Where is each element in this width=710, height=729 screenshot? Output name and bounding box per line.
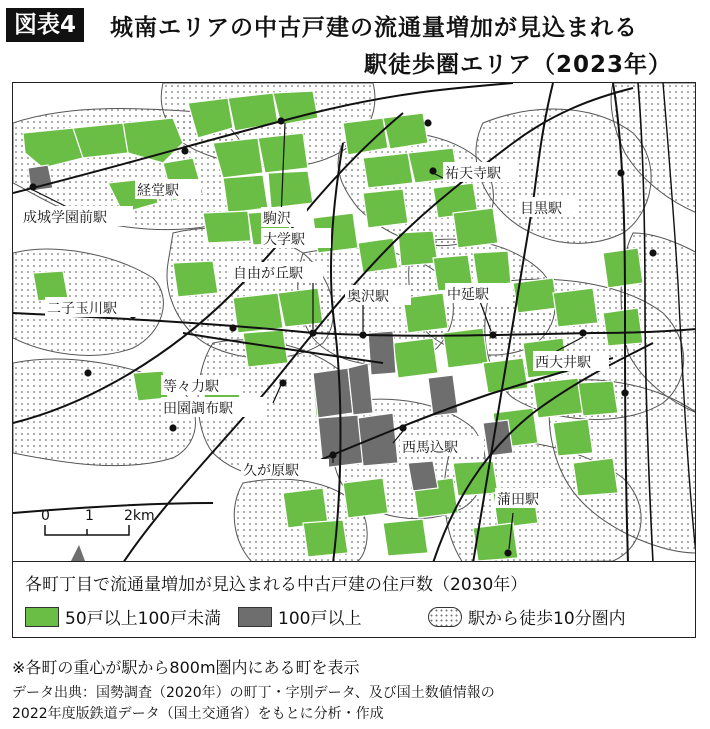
legend-item-dots — [428, 604, 626, 629]
page-title: 城南エリアの中古戸建の流通量増加が見込まれる — [110, 15, 638, 41]
station-label-denen: 田園調布駅 — [163, 401, 233, 417]
legend — [12, 562, 696, 638]
legend-swatch-green — [25, 607, 59, 627]
figure-label: 図表4 — [6, 8, 84, 42]
station-label-kugahara: 久が原駅 — [243, 463, 299, 479]
scale-tick-2: 2km — [124, 508, 155, 524]
legend-item-gray — [238, 604, 361, 629]
station-label-futako: 二子玉川駅 — [47, 301, 117, 317]
page-subtitle: 駅徒歩圏エリア（2023年） — [363, 52, 672, 78]
station-label-seijo: 成城学園前駅 — [23, 210, 107, 226]
source-line-1: データ出典：国勢調査（2020年）の町丁・字別データ、及び国土数値情報の — [12, 685, 495, 701]
legend-label-gray: 100戸以上 — [278, 609, 362, 629]
station-label-komaba-1: 駒沢 — [263, 211, 291, 227]
legend-swatch-dots — [428, 607, 462, 627]
station-label-todoroki: 等々力駅 — [163, 379, 219, 395]
station-label-kyodo: 経堂駅 — [137, 183, 179, 199]
source-line-2: 2022年度版鉄道データ（国土交通省）をもとに分析・作成 — [12, 706, 384, 722]
map-svg — [13, 83, 696, 562]
station-label-nakanobu: 中延駅 — [447, 287, 489, 303]
station-label-yutenji: 祐天寺駅 — [445, 166, 501, 182]
station-label-nishioi: 西大井駅 — [535, 355, 591, 371]
station-label-okusawa: 奥沢駅 — [347, 289, 389, 305]
legend-label-green: 50戸以上100戸未満 — [65, 609, 222, 629]
source-credit — [12, 683, 495, 725]
footnote: ※各町の重心が駅から800m圏内にある町を表示 — [12, 658, 360, 677]
station-label-kamata: 蒲田駅 — [497, 492, 539, 508]
legend-item-green — [25, 604, 221, 629]
station-label-nishimagome: 西馬込駅 — [402, 440, 458, 456]
station-label-jiyugaoka: 自由が丘駅 — [233, 266, 303, 282]
scale-tick-0: 0 — [41, 508, 50, 524]
station-label-meguro: 目黒駅 — [520, 201, 562, 217]
scale-tick-1: 1 — [85, 508, 94, 524]
legend-title: 各町丁目で流通量増加が見込まれる中古戸建の住戸数（2030年） — [25, 575, 528, 595]
station-label-komaba-2: 大学駅 — [263, 232, 305, 248]
legend-label-dots: 駅から徒歩10分圏内 — [468, 609, 626, 629]
legend-swatch-gray — [238, 607, 272, 627]
map-area — [12, 82, 696, 562]
